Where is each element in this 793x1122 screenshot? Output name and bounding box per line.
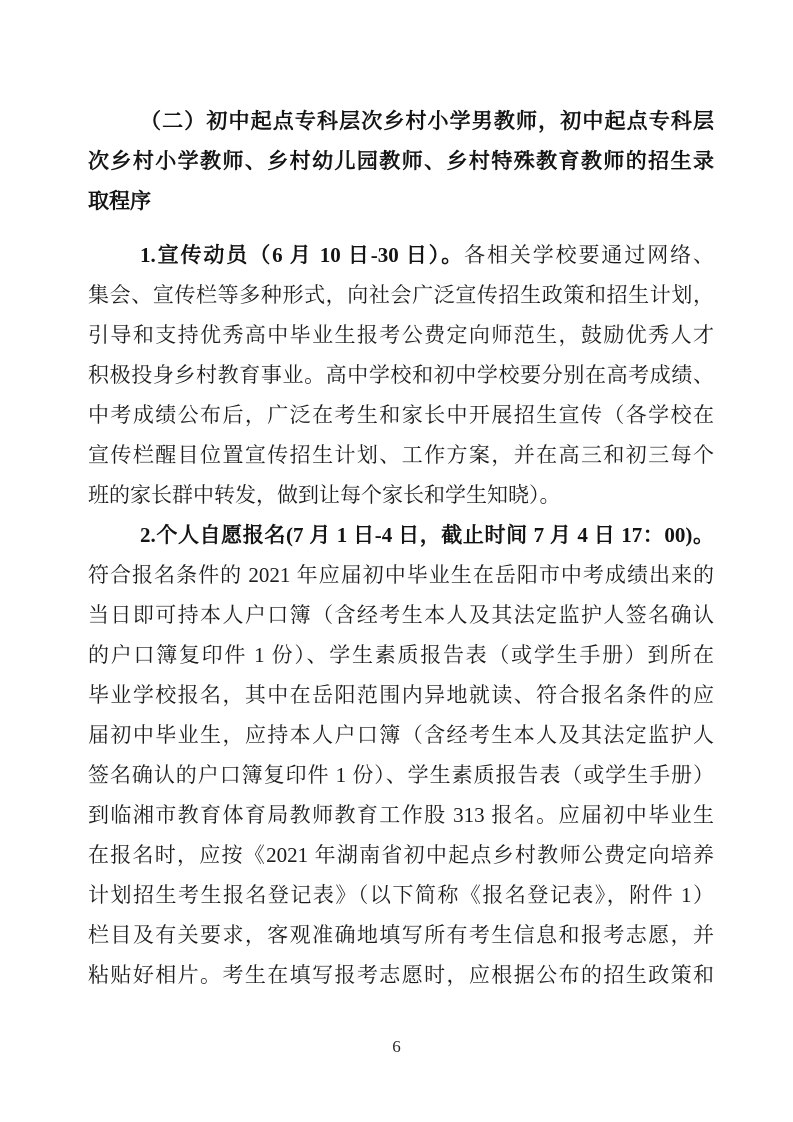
body-text-line (88, 875, 714, 915)
bold-text-segment: 次乡村小学教师、乡村幼儿园教师、乡村特殊教育教师的招生录 (88, 149, 714, 173)
body-text-line (88, 435, 714, 475)
body-text-line (88, 635, 714, 675)
text-segment: 到临湘市教育体育局教师教育工作股 313 报名。应届初中毕业生 (88, 803, 714, 827)
text-segment: 的户口簿复印件 1 份）、学生素质报告表（或学生手册）到所在 (88, 643, 714, 667)
body-text-line (88, 395, 714, 435)
text-segment: 符合报名条件的 2021 年应届初中毕业生在岳阳市中考成绩出来的 (88, 563, 714, 587)
text-segment: 集会、宣传栏等多种形式，向社会广泛宣传招生政策和招生计划， (88, 283, 714, 307)
heading-line (88, 141, 714, 181)
text-segment: 届初中毕业生，应持本人户口簿（含经考生本人及其法定监护人 (88, 723, 714, 747)
text-segment: 栏目及有关要求，客观准确地填写所有考生信息和报考志愿，并 (88, 923, 714, 947)
body-text-line (88, 755, 714, 795)
bold-text-segment: （二）初中起点专科层次乡村小学男教师，初中起点专科层 (140, 109, 714, 133)
body-text-line (88, 315, 714, 355)
body-text-line (88, 955, 714, 995)
text-segment: 引导和支持优秀高中毕业生报考公费定向师范生，鼓励优秀人才 (88, 323, 714, 347)
heading-line (88, 101, 714, 141)
body-text-line (88, 275, 714, 315)
text-segment: 计划招生考生报名登记表》（以下简称《报名登记表》，附件 1） (88, 883, 714, 907)
text-segment: 签名确认的户口簿复印件 1 份）、学生素质报告表（或学生手册） (88, 763, 714, 787)
text-segment: 各相关学校要通过网络、 (464, 243, 714, 267)
text-segment: 中考成绩公布后，广泛在考生和家长中开展招生宣传（各学校在 (88, 403, 714, 427)
body-text-line (88, 595, 714, 635)
text-segment: 当日即可持本人户口簿（含经考生本人及其法定监护人签名确认 (88, 603, 714, 627)
text-segment: 积极投身乡村教育事业。高中学校和初中学校要分别在高考成绩、 (88, 363, 714, 387)
body-text-line (88, 355, 714, 395)
text-segment: 毕业学校报名，其中在岳阳范围内异地就读、符合报名条件的应 (88, 683, 714, 707)
text-segment: 宣传栏醒目位置宣传招生计划、工作方案，并在高三和初三每个 (88, 443, 714, 467)
body-text-line (88, 795, 714, 835)
document-body (88, 101, 714, 995)
text-segment: 粘贴好相片。考生在填写报考志愿时，应根据公布的招生政策和 (88, 963, 714, 987)
body-text-line (88, 235, 714, 275)
heading-line (88, 181, 714, 221)
text-segment: 班的家长群中转发，做到让每个家长和学生知晓）。 (88, 483, 561, 507)
page-number: 6 (392, 1037, 401, 1056)
body-text-line (88, 675, 714, 715)
bold-text-segment: 1.宣传动员（6 月 10 日-30 日）。 (140, 243, 465, 267)
body-text-line (88, 835, 714, 875)
bold-text-segment: 2.个人自愿报名(7 月 1 日-4 日，截止时间 7 月 4 日 17：00)。 (140, 523, 714, 547)
body-text-line (88, 715, 714, 755)
body-text-line (88, 515, 714, 555)
text-segment: 在报名时，应按《2021 年湖南省初中起点乡村教师公费定向培养 (88, 843, 714, 867)
body-text-line (88, 555, 714, 595)
body-text-line (88, 475, 714, 515)
body-text-line (88, 915, 714, 955)
bold-text-segment: 取程序 (88, 189, 151, 213)
